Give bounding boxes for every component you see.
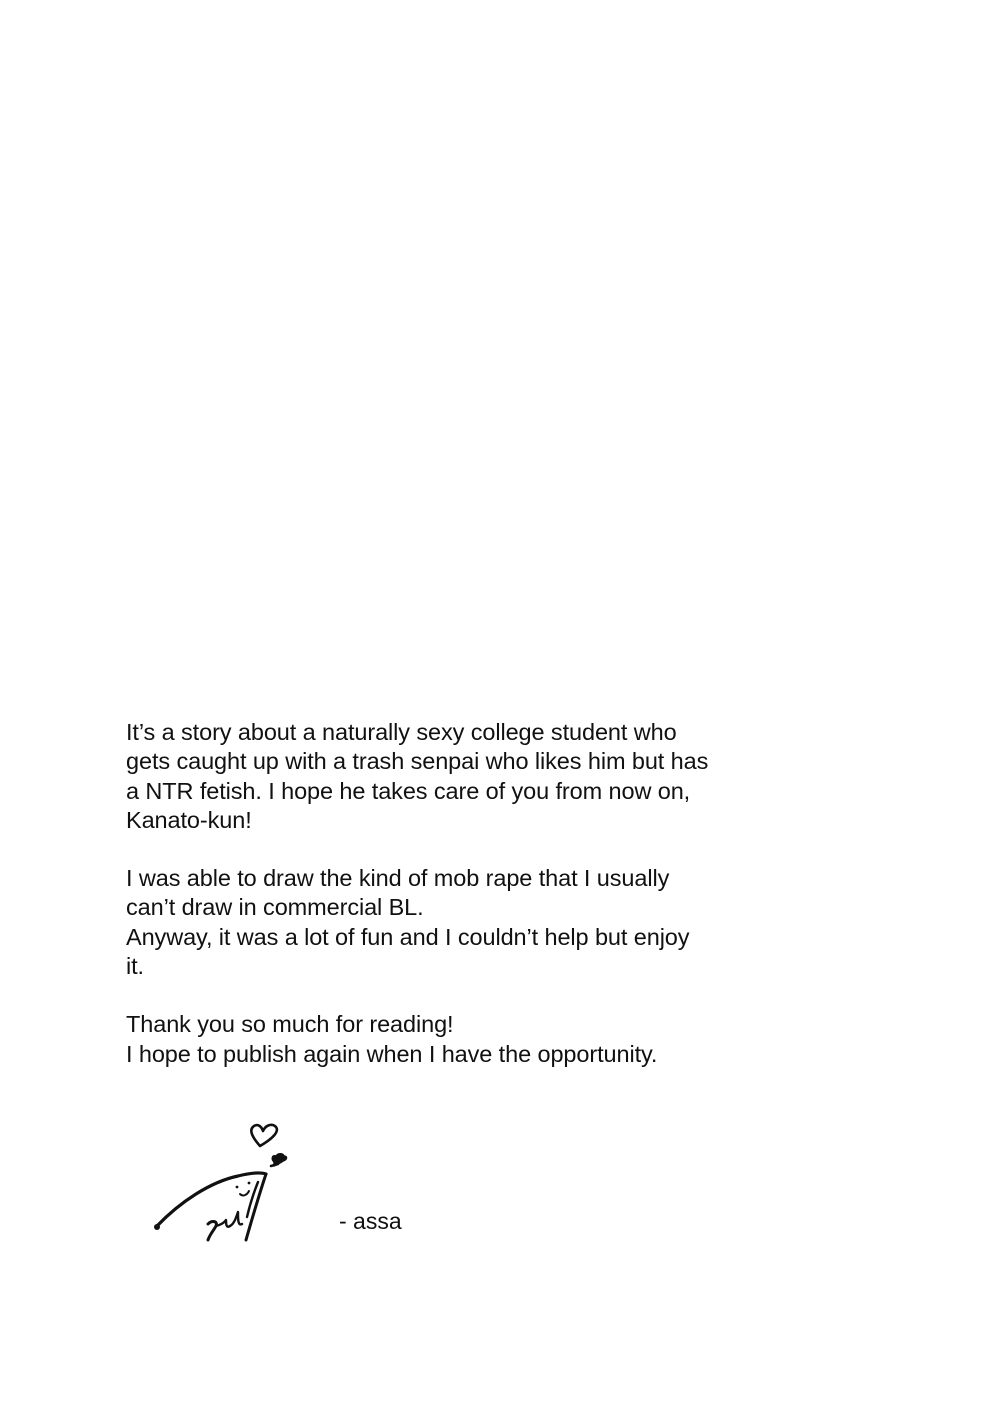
- afterword-paragraph-2: [126, 864, 786, 981]
- afterword-paragraph-1: [126, 718, 786, 835]
- text-line: I was able to draw the kind of mob rape that I usually: [126, 865, 670, 892]
- text-line: Anyway, it was a lot of fun and I couldn’t help but enjoy: [126, 923, 690, 950]
- text-line: it.: [126, 953, 144, 980]
- text-line: can’t draw in commercial BL.: [126, 894, 424, 921]
- text-line: Thank you so much for reading!: [126, 1011, 454, 1038]
- text-line: I hope to publish again when I have the opportunity.: [126, 1040, 658, 1067]
- afterword-paragraph-3: [126, 1010, 786, 1069]
- text-line: Kanato-kun!: [126, 806, 252, 833]
- text-line: a NTR fetish. I hope he takes care of you from now on,: [126, 777, 691, 804]
- afterword-text: [126, 718, 786, 1098]
- author-signature: - assa: [339, 1208, 402, 1234]
- text-line: gets caught up with a trash senpai who likes him but has: [126, 748, 709, 775]
- character-with-hearts-doodle-icon: [150, 1122, 300, 1247]
- text-line: It’s a story about a naturally sexy college student who: [126, 719, 677, 745]
